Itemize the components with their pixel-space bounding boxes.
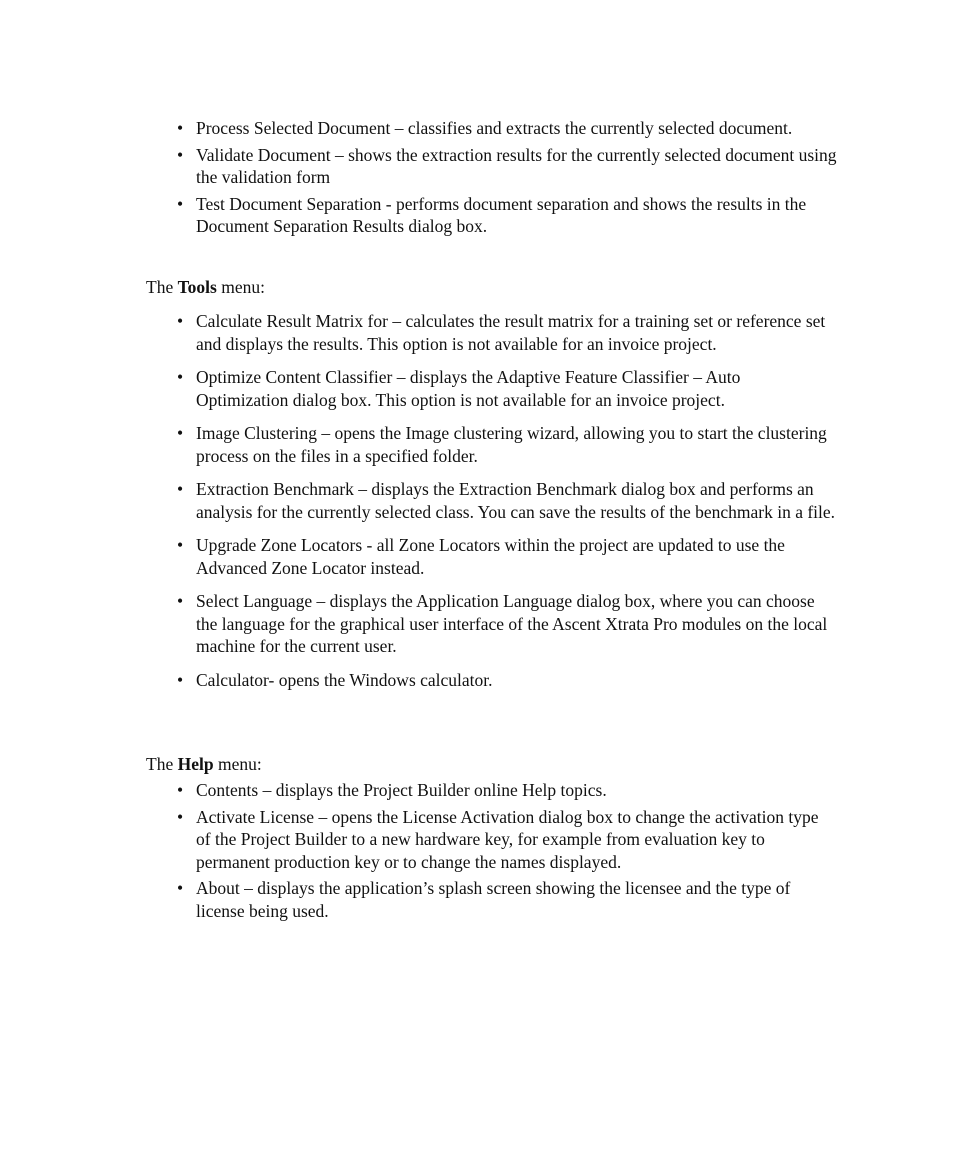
tools-menu-intro: [146, 276, 265, 299]
tools-menu-list: [177, 310, 837, 702]
list-item-calculate-result-matrix: • Calculate Result Matrix for – calculates the result matrix for a training set or reference set and displays the results. This option is not available for an invoice project.: [177, 310, 837, 355]
document-menu-list: [177, 117, 837, 242]
help-intro-suffix: menu:: [213, 754, 262, 774]
list-item-contents: • Contents – displays the Project Builder online Help topics.: [177, 779, 837, 802]
tools-intro-suffix: menu:: [216, 277, 265, 297]
help-menu-name: Help: [177, 754, 214, 774]
list-item-extraction-benchmark: • Extraction Benchmark – displays the Extraction Benchmark dialog box and performs an analysis for the currently selected class. You can save the results of the benchmark in a file.: [177, 478, 837, 523]
list-item-activate-license: • Activate License – opens the License Activation dialog box to change the activation type of the Project Builder to a new hardware key, for example from evaluation key to permanent production key or to change the names displayed.: [177, 806, 837, 874]
list-item-upgrade-zone-locators: • Upgrade Zone Locators - all Zone Locators within the project are updated to use the Advanced Zone Locator instead.: [177, 534, 837, 579]
list-item-about: • About – displays the application’s splash screen showing the licensee and the type of license being used.: [177, 877, 837, 922]
help-intro-prefix: The: [146, 754, 178, 774]
list-item-select-language: • Select Language – displays the Application Language dialog box, where you can choose the language for the graphical user interface of the Ascent Xtrata Pro modules on the local machine for the current user.: [177, 590, 837, 658]
list-item-validate-document: • Validate Document – shows the extraction results for the currently selected document using the validation form: [177, 144, 837, 189]
list-item-calculator: • Calculator- opens the Windows calculator.: [177, 669, 837, 692]
list-item-optimize-content-classifier: • Optimize Content Classifier – displays the Adaptive Feature Classifier – Auto Optimization dialog box. This option is not available for an invoice project.: [177, 366, 837, 411]
help-menu-list: [177, 779, 837, 926]
list-item-process-selected-document: • Process Selected Document – classifies and extracts the currently selected document.: [177, 117, 837, 140]
list-item-test-document-separation: • Test Document Separation - performs document separation and shows the results in the Document Separation Results dialog box.: [177, 193, 837, 238]
tools-intro-prefix: The: [146, 277, 178, 297]
tools-menu-name: Tools: [177, 277, 217, 297]
help-menu-intro: [146, 753, 262, 776]
list-item-image-clustering: • Image Clustering – opens the Image clustering wizard, allowing you to start the clustering process on the files in a specified folder.: [177, 422, 837, 467]
